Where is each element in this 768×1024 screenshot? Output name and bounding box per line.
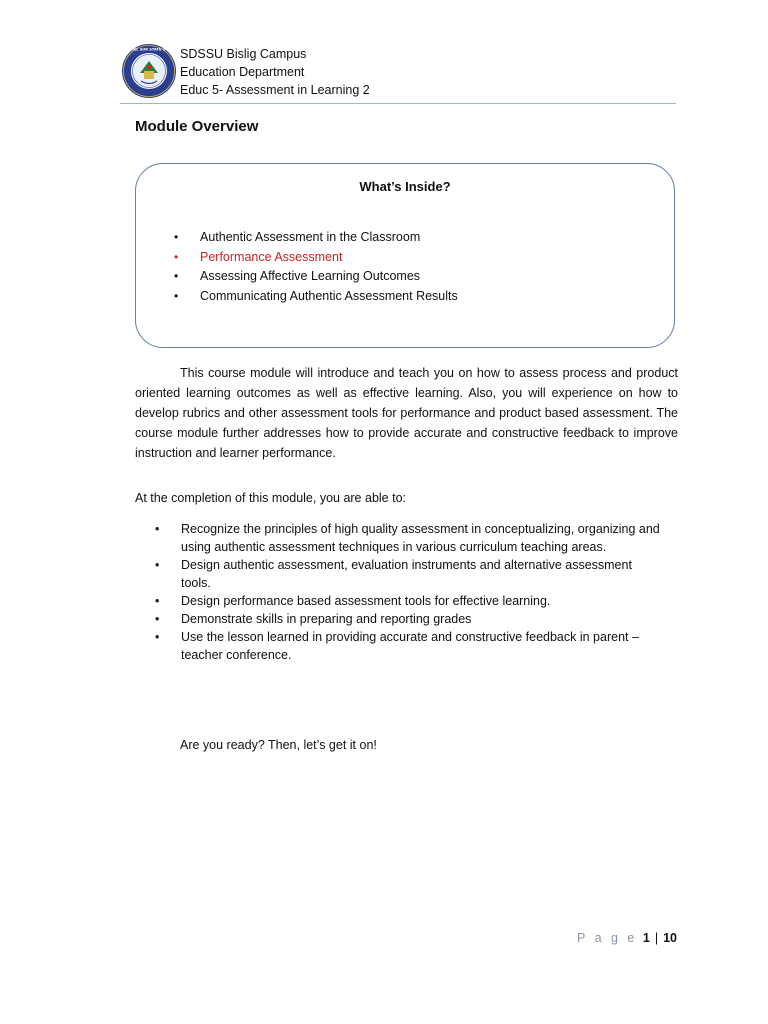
campus-name: SDSSU Bislig Campus [180,47,307,61]
whats-inside-list [174,228,458,307]
header-divider [120,103,676,104]
department-name: Education Department [180,65,305,79]
list-item: • Assessing Affective Learning Outcomes [174,267,458,287]
whats-inside-title: What’s Inside? [359,179,451,194]
completion-intro: At the completion of this module, you are able to: [135,491,406,505]
svg-text:SURIGAO DEL SUR STATE UNIVERSI: SURIGAO DEL SUR STATE UNIVERSITY [111,47,187,52]
list-item: • Demonstrate skills in preparing and reporting grades [155,612,472,626]
page-footer [577,931,677,945]
bullet-icon: • [174,269,179,284]
page-separator: | [654,931,659,945]
bullet-icon: • [174,230,179,244]
bullet-icon: • [174,289,179,304]
total-pages: 10 [663,931,677,945]
list-item: • Authentic Assessment in the Classroom [174,228,458,248]
bullet-icon: • [155,558,160,572]
objectives-list [155,520,665,664]
intro-paragraph: This course module will introduce and teach you on how to assess process and product oriented learning outcomes as well as effective learning. Also, you will experience on how to develop rubrics and other assessment tools for performance and product based assessment. The course module further addresses how to provide accurate and constructive feedback to improve instruction and learner performance. [135,366,678,460]
section-title: Module Overview [135,118,259,135]
page-number: 1 [642,931,650,945]
bullet-icon: • [155,594,160,608]
whats-inside-box [135,163,675,348]
bullet-icon: • [155,522,160,536]
list-item: • Recognize the principles of high quality assessment in conceptualizing, organizing and using authentic assessment techniques in various curriculum teaching areas. [155,522,660,554]
document-header [180,45,370,99]
list-item: • Design performance based assessment tools for effective learning. [155,594,551,608]
bullet-icon: • [155,612,160,626]
page-label: P a g e [577,931,638,945]
closing-line: Are you ready? Then, let’s get it on! [180,738,377,752]
list-item: • Use the lesson learned in providing accurate and constructive feedback in parent – teacher conference. [155,630,639,662]
course-title: Educ 5- Assessment in Learning 2 [180,83,370,97]
list-item: • Communicating Authentic Assessment Results [174,287,458,307]
bullet-icon: • [155,630,160,644]
list-item: • Design authentic assessment, evaluation instruments and alternative assessment tools. [155,558,632,590]
university-seal-logo [111,43,187,99]
bullet-icon: • [174,249,179,264]
list-item-highlighted: • Performance Assessment [174,248,458,268]
